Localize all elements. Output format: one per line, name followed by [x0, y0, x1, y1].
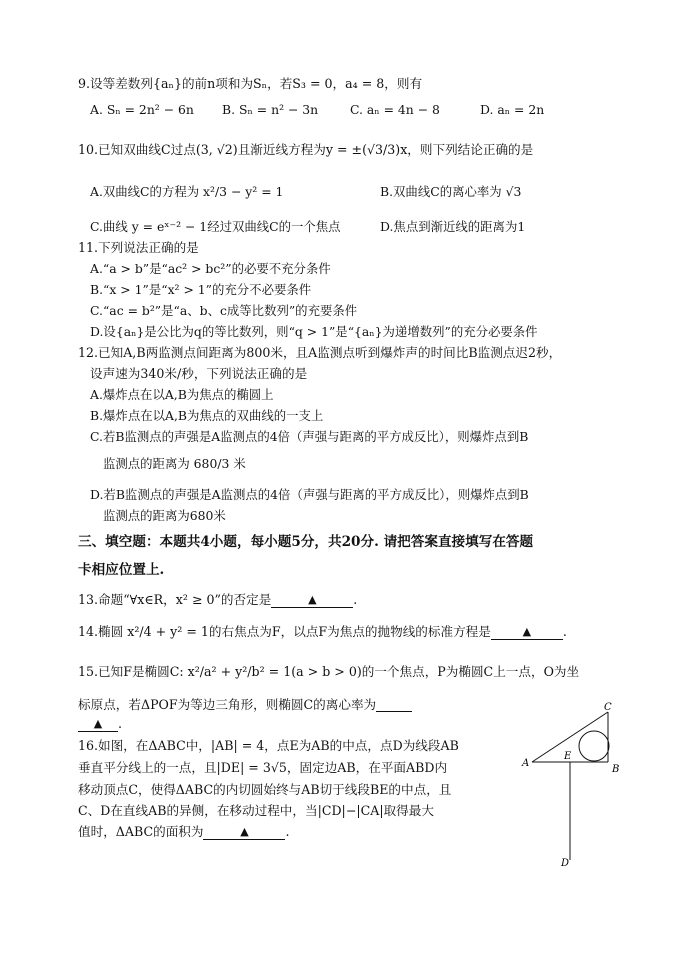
- q10-stem: 10.已知双曲线C过点(3, √2)且渐近线方程为y = ±(√3/3)x，则下列结论正确的是: [78, 142, 534, 157]
- q12-option-d-line1: D.若B监测点的声强是A监测点的4倍（声强与距离的平方成反比），则爆炸点到B: [90, 487, 529, 502]
- q16-line5: [78, 822, 290, 842]
- q16-answer-blank: [203, 825, 285, 840]
- q12-option-a: A.爆炸点在以A,B为焦点的椭圆上: [90, 387, 274, 402]
- q12-option-d-line2: 监测点的距离为680米: [103, 508, 226, 523]
- q16-line1: 16.如图，在ΔABC中，|AB| = 4，点E为AB的中点，点D为线段AB: [78, 738, 459, 753]
- q14: [78, 622, 567, 642]
- label-e: E: [564, 751, 572, 762]
- q12-stem-line1: 12.已知A,B两监测点间距离为800米，且A监测点听到爆炸声的时间比B监测点迟2秒，: [78, 345, 562, 360]
- q16-end: .: [285, 824, 290, 839]
- q15-line1: 15.已知F是椭圆C: x²/a² + y²/b² = 1(a > b > 0)的一个焦点，P为椭圆C上一点，O为坐: [78, 664, 580, 679]
- q9-option-a: A. Sₙ = 2n² − 6n: [90, 102, 194, 117]
- label-d: D: [561, 858, 570, 869]
- q13-end: .: [353, 592, 358, 607]
- q15-answer-blank: [376, 697, 412, 712]
- q15-line3: [78, 714, 122, 734]
- q10-option-b: B.双曲线C的离心率为 √3: [380, 184, 522, 199]
- label-a: A: [522, 758, 530, 769]
- q14-text: 14.椭圆 x²/4 + y² = 1的右焦点为F，以点F为焦点的抛物线的标准方程是: [78, 624, 491, 639]
- label-c: C: [604, 702, 612, 713]
- section-3-heading-line1: 三、填空题：本题共4小题，每小题5分，共20分. 请把答案直接填写在答题: [78, 534, 534, 550]
- q15-answer-blank-cont: [78, 717, 118, 732]
- q16-line2: 垂直平分线上的一点，且|DE| = 3√5，固定边AB，在平面ABD内: [78, 760, 448, 775]
- q16-text: 值时，ΔABC的面积为: [78, 824, 204, 839]
- q14-answer-blank: [491, 625, 563, 640]
- blank-marker-icon: ▲: [308, 593, 317, 606]
- q12-option-c-line2: 监测点的距离为 680/3 米: [103, 456, 246, 471]
- q12-stem-line2: 设声速为340米/秒，下列说法正确的是: [90, 366, 308, 381]
- q11-option-c: C.“ac = b²”是“a、b、c成等比数列”的充要条件: [90, 303, 358, 318]
- q15-text: 标原点，若ΔPOF为等边三角形，则椭圆C的离心率为: [78, 697, 377, 712]
- q13-answer-blank: [271, 593, 353, 608]
- q10-option-a: A.双曲线C的方程为 x²/3 − y² = 1: [90, 184, 284, 199]
- q11-option-b: B.“x > 1”是“x² > 1”的充分不必要条件: [90, 282, 312, 297]
- q9-stem: 9.设等差数列{aₙ}的前n项和为Sₙ，若S₃ = 0，a₄ = 8，则有: [78, 76, 423, 91]
- q13: [78, 590, 357, 610]
- q13-text: 13.命题“∀x∈R，x² ≥ 0”的否定是: [78, 592, 272, 607]
- q12-option-c-line1: C.若B监测点的声强是A监测点的4倍（声强与距离的平方成反比），则爆炸点到B: [90, 429, 529, 444]
- q10-option-c: C.曲线 y = eˣ⁻² − 1经过双曲线C的一个焦点: [90, 219, 341, 234]
- q16-line3: 移动顶点C，使得ΔABC的内切圆始终与AB切于线段BE的中点，且: [78, 782, 452, 797]
- section-3-heading-line2: 卡相应位置上.: [78, 562, 165, 578]
- q14-end: .: [562, 624, 567, 639]
- q11-stem: 11.下列说法正确的是: [78, 240, 199, 255]
- q16-line4: C、D在直线AB的异侧，在移动过程中，当|CD|−|CA|取得最大: [78, 803, 434, 818]
- q9-option-d: D. aₙ = 2n: [480, 102, 545, 117]
- blank-marker-icon: ▲: [522, 625, 532, 638]
- q15-line2: [78, 694, 412, 715]
- q15-end: .: [118, 716, 123, 731]
- blank-marker-icon: ▲: [240, 825, 249, 838]
- q12-option-b: B.爆炸点在以A,B为焦点的双曲线的一支上: [90, 408, 324, 423]
- blank-marker-icon: ▲: [93, 717, 103, 730]
- q9-option-b: B. Sₙ = n² − 3n: [222, 102, 319, 117]
- triangle-figure: [508, 700, 638, 870]
- incircle: [579, 731, 609, 761]
- q9-option-c: C. aₙ = 4n − 8: [350, 102, 440, 117]
- q11-option-d: D.设{aₙ}是公比为q的等比数列，则“q > 1”是“{aₙ}为递增数列”的充分必要条件: [90, 324, 538, 339]
- q11-option-a: A.“a > b”是“ac² > bc²”的必要不充分条件: [90, 261, 331, 276]
- q10-option-d: D.焦点到渐近线的距离为1: [380, 219, 526, 234]
- label-b: B: [612, 764, 620, 775]
